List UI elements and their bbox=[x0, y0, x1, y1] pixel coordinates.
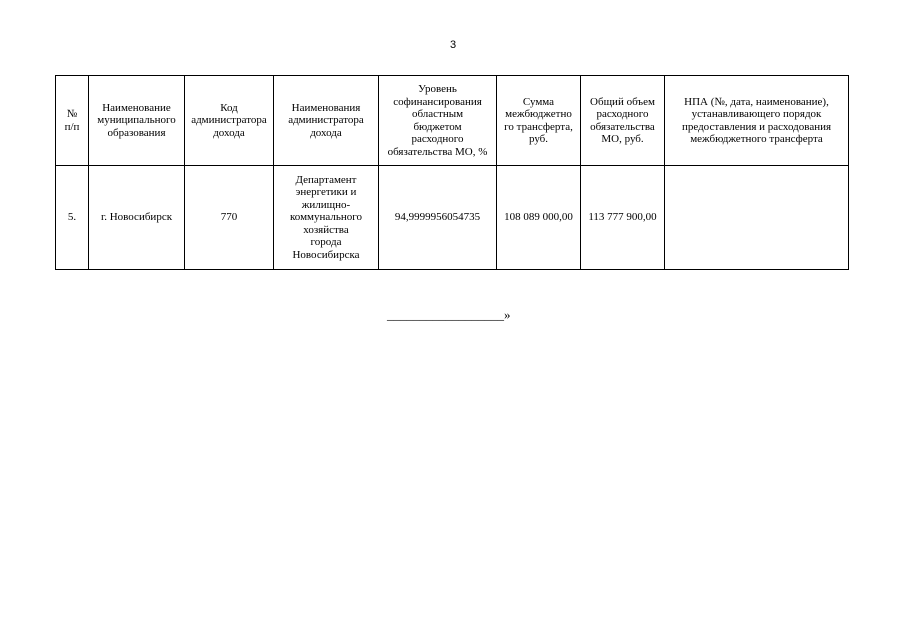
header-admin-name: Наименования администратора дохода bbox=[274, 76, 379, 166]
table-header-row bbox=[56, 76, 849, 166]
header-municipality: Наименование муниципального образования bbox=[89, 76, 185, 166]
cell-legal-act bbox=[665, 166, 849, 270]
closing-line: __________________» bbox=[387, 307, 511, 322]
cell-cofinancing-level: 94,9999956054735 bbox=[379, 166, 497, 270]
header-transfer-amount: Сумма межбюджетно го трансферта, руб. bbox=[497, 76, 581, 166]
cell-total-obligation: 113 777 900,00 bbox=[581, 166, 665, 270]
cell-transfer-amount: 108 089 000,00 bbox=[497, 166, 581, 270]
header-admin-code: Код администратора дохода bbox=[185, 76, 274, 166]
header-legal-act: НПА (№, дата, наименование), устанавливающего порядок предоставления и расходования межбюджетного трансферта bbox=[665, 76, 849, 166]
header-cofinancing-level: Уровень софинансирования областным бюджетом расходного обязательства МО, % bbox=[379, 76, 497, 166]
cell-municipality: г. Новосибирск bbox=[89, 166, 185, 270]
cell-admin-name: Департамент энергетики и жилищно- коммунального хозяйства города Новосибирска bbox=[274, 166, 379, 270]
page-number: 3 bbox=[449, 39, 457, 51]
cell-admin-code: 770 bbox=[185, 166, 274, 270]
cell-number: 5. bbox=[56, 166, 89, 270]
transfer-table bbox=[55, 75, 849, 270]
header-total-obligation: Общий объем расходного обязательства МО, руб. bbox=[581, 76, 665, 166]
table-row bbox=[56, 166, 849, 270]
header-number: № п/п bbox=[56, 76, 89, 166]
